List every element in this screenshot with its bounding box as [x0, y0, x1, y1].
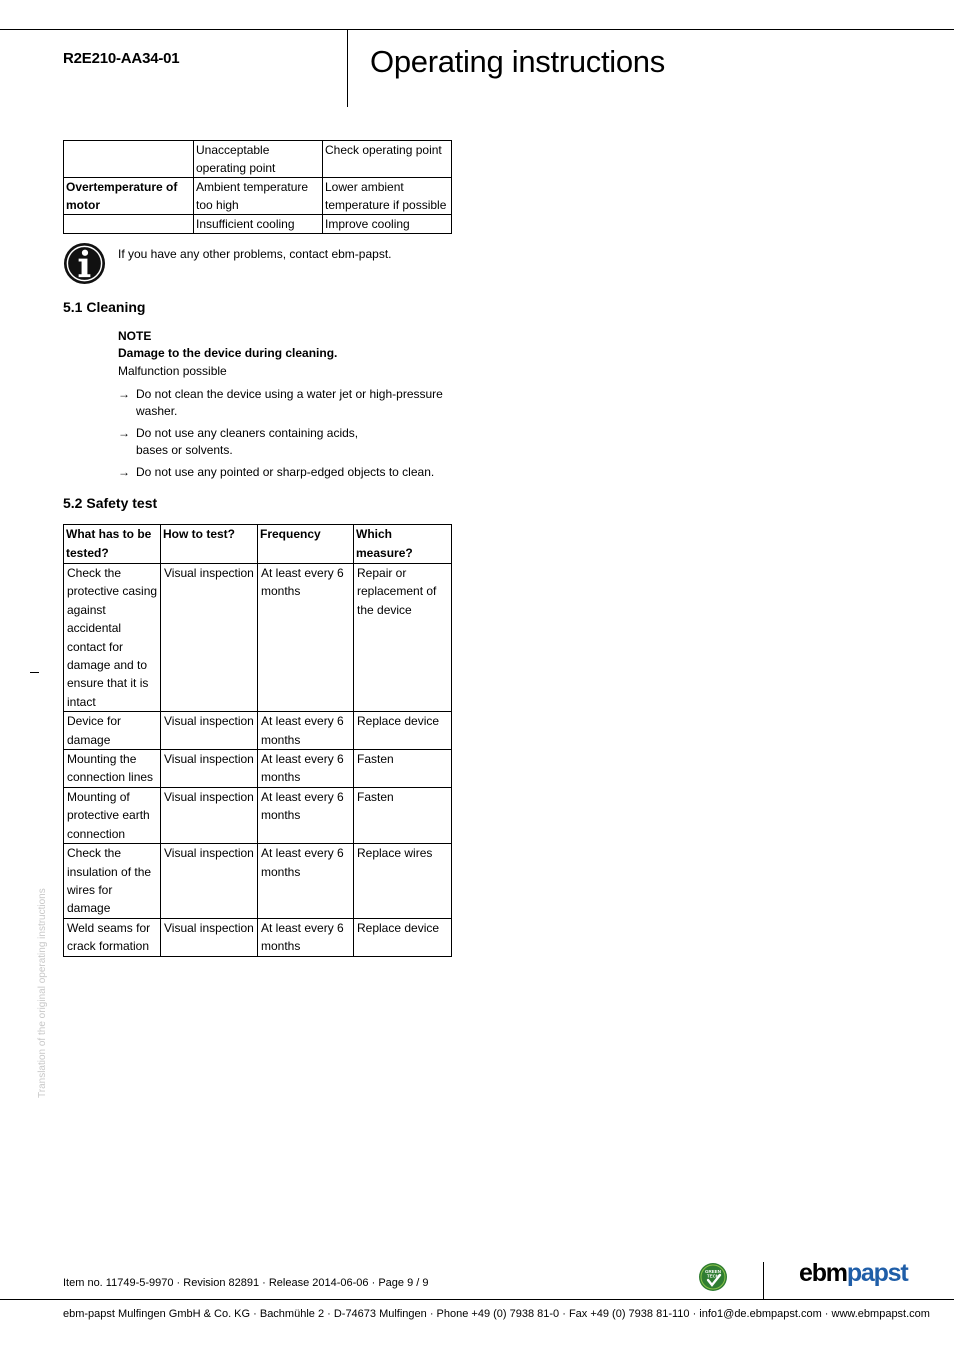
margin-fold-mark: [30, 672, 39, 673]
section-heading-safety-test: 5.2 Safety test: [63, 495, 158, 511]
bullet-text: Do not clean the device using a water jet or high-pressure: [136, 387, 443, 401]
svg-text:GREEN: GREEN: [704, 1269, 722, 1274]
table-row: [64, 141, 452, 178]
table-header-row: [64, 525, 452, 564]
table-row: [64, 750, 452, 788]
measure-cell: Replace wires: [354, 844, 452, 919]
frequency-cell: At least every 6 months: [258, 787, 354, 843]
how-cell: Visual inspection: [161, 787, 258, 843]
bullet-text-continuation: washer.: [136, 404, 178, 418]
frequency-cell: At least every 6 months: [258, 564, 354, 712]
what-cell: Check the protective casing against accidental contact for damage and to ensure that it is intact: [64, 564, 161, 712]
bullet-text-continuation: bases or solvents.: [136, 443, 233, 457]
arrow-right-icon: →: [118, 465, 130, 479]
brand-papst: papst: [846, 1259, 908, 1287]
note-title: Damage to the device during cleaning.: [118, 346, 338, 360]
measure-cell: Lower ambient temperature if possible: [323, 178, 452, 215]
how-cell: Visual inspection: [161, 564, 258, 712]
measure-cell: Fasten: [354, 750, 452, 788]
table-row: [64, 712, 452, 750]
measure-cell: Improve cooling: [323, 215, 452, 234]
side-note: Translation of the original operating instructions: [37, 888, 48, 1098]
note-subtitle: Malfunction possible: [118, 364, 227, 378]
column-header: Which measure?: [354, 525, 452, 564]
what-cell: Weld seams for crack formation: [64, 918, 161, 956]
how-cell: Visual inspection: [161, 712, 258, 750]
header-divider: [347, 29, 348, 107]
list-item: [118, 464, 434, 481]
table-row: [64, 787, 452, 843]
column-header: Frequency: [258, 525, 354, 564]
footer-rule: [0, 1299, 954, 1300]
table-row: [64, 564, 452, 712]
problem-cell: Overtemperature of motor: [64, 178, 194, 215]
info-icon: [63, 242, 106, 285]
greentech-logo-icon: [698, 1262, 728, 1292]
brand-ebm: ebm: [799, 1259, 847, 1287]
how-cell: Visual inspection: [161, 750, 258, 788]
how-cell: Visual inspection: [161, 918, 258, 956]
problem-cell: [64, 215, 194, 234]
measure-cell: Repair or replacement of the device: [354, 564, 452, 712]
ebmpapst-logo: [799, 1259, 908, 1288]
arrow-right-icon: →: [118, 387, 130, 401]
what-cell: Mounting of protective earth connection: [64, 787, 161, 843]
list-item: [118, 386, 443, 420]
table-row: [64, 215, 452, 234]
how-cell: Visual inspection: [161, 844, 258, 919]
note-label: NOTE: [118, 329, 152, 343]
svg-text:TECH: TECH: [706, 1273, 720, 1279]
measure-cell: Check operating point: [323, 141, 452, 178]
what-cell: Mounting the connection lines: [64, 750, 161, 788]
arrow-right-icon: →: [118, 426, 130, 440]
table-row: [64, 918, 452, 956]
measure-cell: Replace device: [354, 712, 452, 750]
footer-address: ebm-papst Mulfingen GmbH & Co. KG · Bachmühle 2 · D-74673 Mulfingen · Phone +49 (0) 7938 81-0 · Fax +49 (0) 7938 81-110 · info1@de.ebmpapst.com · www.ebmpapst.com: [63, 1308, 930, 1320]
troubleshooting-table: [63, 140, 452, 234]
header-top-rule: [0, 29, 954, 30]
frequency-cell: At least every 6 months: [258, 844, 354, 919]
footer-item-info: Item no. 11749-5-9970 · Revision 82891 · Release 2014-06-06 · Page 9 / 9: [63, 1277, 429, 1289]
problem-cell: [64, 141, 194, 178]
cause-cell: Ambient temperature too high: [194, 178, 323, 215]
list-item: [118, 425, 358, 459]
cause-cell: Unacceptable operating point: [194, 141, 323, 178]
table-row: [64, 844, 452, 919]
measure-cell: Replace device: [354, 918, 452, 956]
page-title: Operating instructions: [370, 44, 665, 79]
frequency-cell: At least every 6 months: [258, 918, 354, 956]
column-header: What has to be tested?: [64, 525, 161, 564]
section-heading-cleaning: 5.1 Cleaning: [63, 299, 146, 315]
frequency-cell: At least every 6 months: [258, 750, 354, 788]
column-header: How to test?: [161, 525, 258, 564]
bullet-text: Do not use any pointed or sharp-edged objects to clean.: [136, 465, 435, 479]
frequency-cell: At least every 6 months: [258, 712, 354, 750]
bullet-text: Do not use any cleaners containing acids,: [136, 426, 359, 440]
safety-test-table: [63, 524, 452, 957]
measure-cell: Fasten: [354, 787, 452, 843]
what-cell: Check the insulation of the wires for damage: [64, 844, 161, 919]
info-text: If you have any other problems, contact ebm-papst.: [118, 247, 392, 261]
what-cell: Device for damage: [64, 712, 161, 750]
model-number: R2E210-AA34-01: [63, 50, 180, 67]
cause-cell: Insufficient cooling: [194, 215, 323, 234]
logo-divider: [763, 1262, 764, 1300]
table-row: [64, 178, 452, 215]
